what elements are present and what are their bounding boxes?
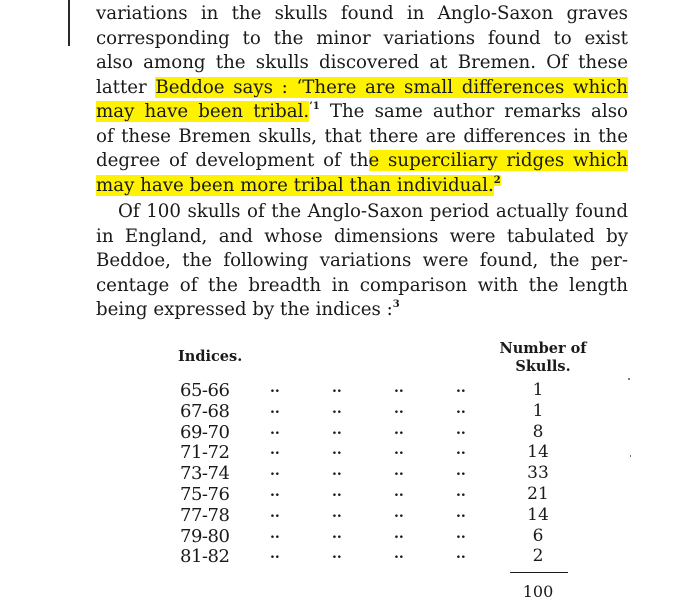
row-value: 1 xyxy=(532,380,544,400)
text-run: in England, and whose dimensions were tabulated by xyxy=(96,225,628,247)
highlighted-text: may have been more tribal than individual. xyxy=(96,174,494,196)
text-line xyxy=(96,249,628,274)
leader-dots: .. xyxy=(332,484,342,500)
text-line xyxy=(96,200,628,225)
leader-dots: .. xyxy=(394,525,404,542)
text-line xyxy=(96,2,628,27)
text-run: latter xyxy=(96,76,156,98)
leader-dots: .. xyxy=(456,546,466,563)
text-run: Beddoe, the following variations were found, the per- xyxy=(96,250,628,271)
row-index: 67-68 xyxy=(180,400,230,422)
row-index: 81-82 xyxy=(180,546,230,568)
leader-dots: .. xyxy=(394,400,404,417)
text-line xyxy=(96,225,628,250)
leader-dots: .. xyxy=(270,463,280,480)
leader-dots: .. xyxy=(456,400,466,417)
leader-dots: .. xyxy=(332,442,342,459)
column-header-indices: Indices. xyxy=(178,348,243,365)
scan-speck xyxy=(630,455,631,457)
row-value: 21 xyxy=(527,484,549,504)
leader-dots: .. xyxy=(332,463,342,480)
footnote-ref: 3 xyxy=(392,299,400,310)
row-index: 71-72 xyxy=(180,442,230,464)
table-row xyxy=(178,422,598,442)
leader-dots: .. xyxy=(332,421,342,438)
row-index: 77-78 xyxy=(180,504,230,526)
leader-dots: .. xyxy=(394,463,404,480)
leader-dots: .. xyxy=(456,421,466,438)
row-value: 6 xyxy=(532,525,544,546)
text-run: being expressed by the indices : xyxy=(96,299,393,320)
text-run: degree of development of th xyxy=(96,150,369,171)
leader-dots: .. xyxy=(332,525,342,542)
leader-dots: .. xyxy=(394,421,404,438)
leader-dots: .. xyxy=(270,421,280,438)
text-line xyxy=(96,298,628,323)
paragraph-1 xyxy=(96,2,628,198)
leader-dots: .. xyxy=(270,525,280,542)
column-header-line-1: Number of xyxy=(499,340,587,357)
text-run: Of 100 skulls of the Anglo-Saxon period actually found xyxy=(118,201,628,222)
table-row xyxy=(178,442,598,462)
text-line xyxy=(96,274,628,299)
row-value: 2 xyxy=(532,546,544,567)
leader-dots: .. xyxy=(394,442,404,459)
leader-dots: .. xyxy=(456,380,466,396)
leader-dots: .. xyxy=(332,546,342,563)
column-header-number-of-skulls xyxy=(488,340,598,376)
row-value: 8 xyxy=(532,421,544,442)
highlighted-text: may have been tribal. xyxy=(96,101,310,122)
row-index: 69-70 xyxy=(180,421,230,443)
leader-dots: .. xyxy=(270,504,280,521)
text-run: of these Bremen skulls, that there are differences in the xyxy=(96,125,628,147)
leader-dots: .. xyxy=(270,546,280,563)
table-row xyxy=(178,526,598,546)
footnote-ref: ’1 xyxy=(309,101,320,112)
text-run: also among the skulls discovered at Bremen. Of these xyxy=(96,52,628,73)
leader-dots: .. xyxy=(332,400,342,417)
row-value: 14 xyxy=(527,442,549,463)
text-line xyxy=(96,100,628,125)
leader-dots: .. xyxy=(270,484,280,500)
leader-dots: .. xyxy=(456,463,466,480)
row-value: 33 xyxy=(527,463,549,484)
table-row xyxy=(178,546,598,566)
text-run: The same author remarks also xyxy=(319,101,628,122)
row-value: 1 xyxy=(532,400,544,421)
leader-dots: .. xyxy=(394,380,404,396)
text-run: variations in the skulls found in Anglo-Saxon graves xyxy=(96,3,628,24)
leader-dots: .. xyxy=(456,504,466,521)
row-index: 73-74 xyxy=(180,463,230,485)
row-index: 65-66 xyxy=(180,380,230,401)
leader-dots: .. xyxy=(332,380,342,396)
text-line xyxy=(96,27,628,52)
row-index: 75-76 xyxy=(180,484,230,505)
margin-mark xyxy=(68,0,70,46)
leader-dots: .. xyxy=(332,504,342,521)
leader-dots: .. xyxy=(456,525,466,542)
leader-dots: .. xyxy=(456,442,466,459)
text-line xyxy=(96,149,628,174)
total-rule xyxy=(510,572,568,573)
column-header-line-2: Skulls. xyxy=(515,358,571,375)
text-run: corresponding to the minor variations found to exist xyxy=(96,27,628,49)
text-line xyxy=(96,174,628,199)
highlighted-text: 2 xyxy=(493,174,501,186)
leader-dots: .. xyxy=(394,546,404,563)
text-line xyxy=(96,51,628,76)
paragraph-2 xyxy=(96,200,628,323)
leader-dots: .. xyxy=(270,380,280,396)
table-row xyxy=(178,505,598,525)
text-run: centage of the breadth in comparison with the length xyxy=(96,274,628,296)
highlighted-text: e superciliary ridges which xyxy=(368,150,628,171)
text-line xyxy=(96,76,628,101)
row-index: 79-80 xyxy=(180,525,230,547)
table-row xyxy=(178,463,598,483)
scan-speck xyxy=(628,378,630,380)
table-row xyxy=(178,380,598,400)
leader-dots: .. xyxy=(270,442,280,459)
table-row xyxy=(178,484,598,504)
row-value: 14 xyxy=(527,504,549,525)
table-row xyxy=(178,401,598,421)
highlighted-text: Beddoe says : ‘There are small differences which xyxy=(155,76,628,98)
table-total: 100 xyxy=(522,582,554,601)
leader-dots: .. xyxy=(394,504,404,521)
leader-dots: .. xyxy=(270,400,280,417)
text-line xyxy=(96,125,628,150)
leader-dots: .. xyxy=(456,484,466,500)
leader-dots: .. xyxy=(394,484,404,500)
